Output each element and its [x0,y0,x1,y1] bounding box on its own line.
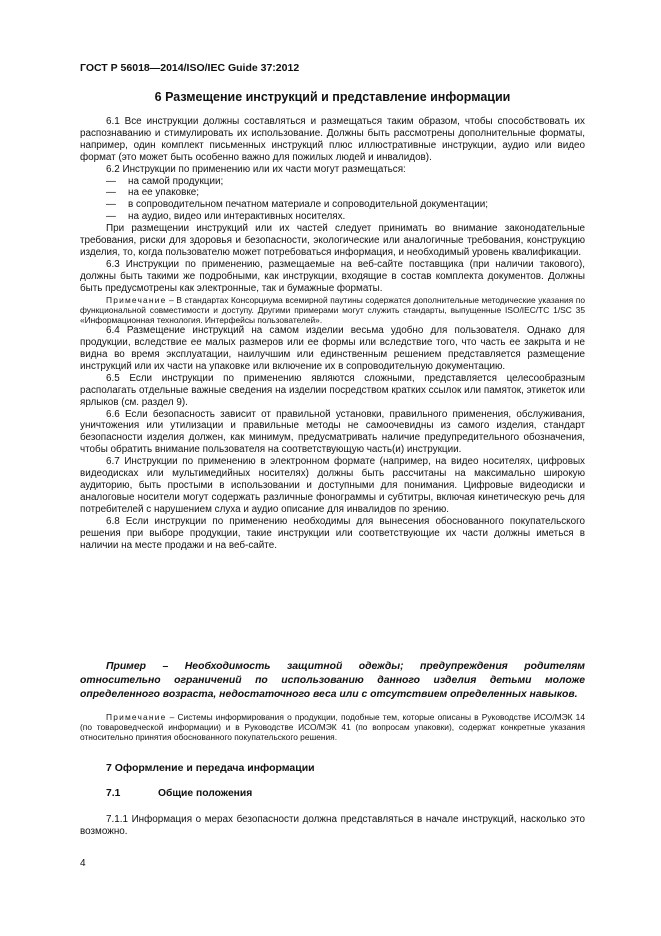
paragraph-6-7: 6.7 Инструкции по применению в электронном формате (например, на видео носителях, цифровых видеодисках или мультимедийных носителях) должны быть рассчитаны на максимально широкую аудиторию, быть простыми в использовании и доступными для понимания. Цифровые видеодиски и аналоговые носители могут содержать различные фонограммы и субтитры, включая кинетическую речь для потребителей с нарушением слуха и аудио описание для инвалидов по зрению. [80,456,585,515]
paragraph-6-8: 6.8 Если инструкции по применению необходимы для вынесения обоснованного покупательского решения при выборе продукции, такие инструкции или соответствующие их части должны иметься в наличии на месте продажи и на веб-сайте. [80,515,585,551]
paragraph-6-1: 6.1 Все инструкции должны составляться и размещаться таким образом, чтобы способствовать их распознаванию и стимулировать их использование. Должны быть рассмотрены дополнительные форматы, например, один комплект письменных инструкций плюс иллюстративные инструкции, аудио или видео формат (это может быть особенно важно для пожилых людей и инвалидов). [80,116,585,163]
section-6-body-top [80,116,585,551]
note-2-block [80,712,585,743]
example-block [80,660,585,702]
section-7-heading: 7 Оформление и передача информации [106,762,315,774]
page-number: 4 [80,858,86,869]
placement-list [80,176,585,224]
subsection-title: Общие положения [158,788,253,799]
example-text: Пример – Необходимость защитной одежды; предупреждения родителям относительно ограничений по использованию данного изделия детьми моложе определенного возраста, недостаточного веса или с отсутствием определенных навыков. [80,661,585,700]
paragraph-6-5: 6.5 Если инструкции по применению являются сложными, представляется целесообразным располагать отдельные важные сведения на изделии посредством кратких ссылок или памяток, этикеток или ярлыков (см. раздел 9). [80,372,585,408]
list-item: — на ее упаковке; [106,187,200,199]
paragraph-6-6: 6.6 Если безопасность зависит от правильной установки, правильного применения, обслуживания, уничтожения или утилизации и правильные методы не самоочевидны из самого изделия, стандарт безопасности изделия должен, как минимум, предусматривать наличие предупредительного обозначения, чтобы обратить внимание пользователя на соответствующую часть(и) инструкции. [80,408,585,456]
note-label: Примечание [106,712,167,722]
list-item: — в сопроводительном печатном материале и сопроводительной документации; [106,199,488,211]
paragraph-7-1-1: 7.1.1 Информация о мерах безопасности должна представляться в начале инструкций, насколько это возможно. [80,814,585,837]
note-1: Примечание – В стандартах Консорциума всемирной паутины содержатся дополнительные методические указания по функциональной совместимости и доступу. Другими примерами могут служить стандарты, выпущенные ISO/IEC/TC 1/SC 35 «Информационная технология. Интерфейсы пользователей». [80,294,585,325]
section-6-heading: 6 Размещение инструкций и представление информации [154,90,511,104]
note-label: Примечание [106,294,167,305]
paragraph-6-2: 6.2 Инструкции по применению или их части могут размещаться: [106,163,406,175]
section-7-body [80,814,585,838]
subsection-7-1-heading [106,788,252,799]
paragraph-after-list: При размещении инструкций или их частей следует принимать во внимание законодательные требования, риски для здоровья и безопасности, экологические или аналогичные требования, конструкцию изделия, то, когда пользователю может потребоваться информация, и необходимый уровень квалификации. [80,223,585,258]
paragraph-6-4: 6.4 Размещение инструкций на самом изделии весьма удобно для пользователя. Однако для продукции, вследствие ее малых размеров или ее формы или вследствие того, что часть ее закрыта и не видна во время эксплуатации, наилучшим или единственным решением представляется размещение инструкций или их части на упаковке или включение их в сопроводительную документацию. [80,325,585,372]
subsection-number: 7.1 [106,788,121,799]
list-item: — на самой продукции; [106,175,224,187]
running-header: ГОСТ Р 56018—2014/ISO/IEC Guide 37:2012 [80,62,300,74]
paragraph-6-3: 6.3 Инструкции по применению, размещаемые на веб-сайте поставщика (при наличии такового), должны быть такими же подробными, как инструкции, входящие в состав комплекта документов. Должны быть предусмотрены как электронные, так и бумажные форматы. [80,258,585,294]
note-2: Примечание – Системы информирования о продукции, подобные тем, которые описаны в Руководстве ИСО/МЭК 14 (по товароведческой информации) и в Руководстве ИСО/МЭК 41 (по вопросам упаковки), содержат конкретные указания относительно принятия обоснованного покупательского решения. [80,712,585,743]
list-item: — на аудио, видео или интерактивных носителях. [106,211,346,223]
